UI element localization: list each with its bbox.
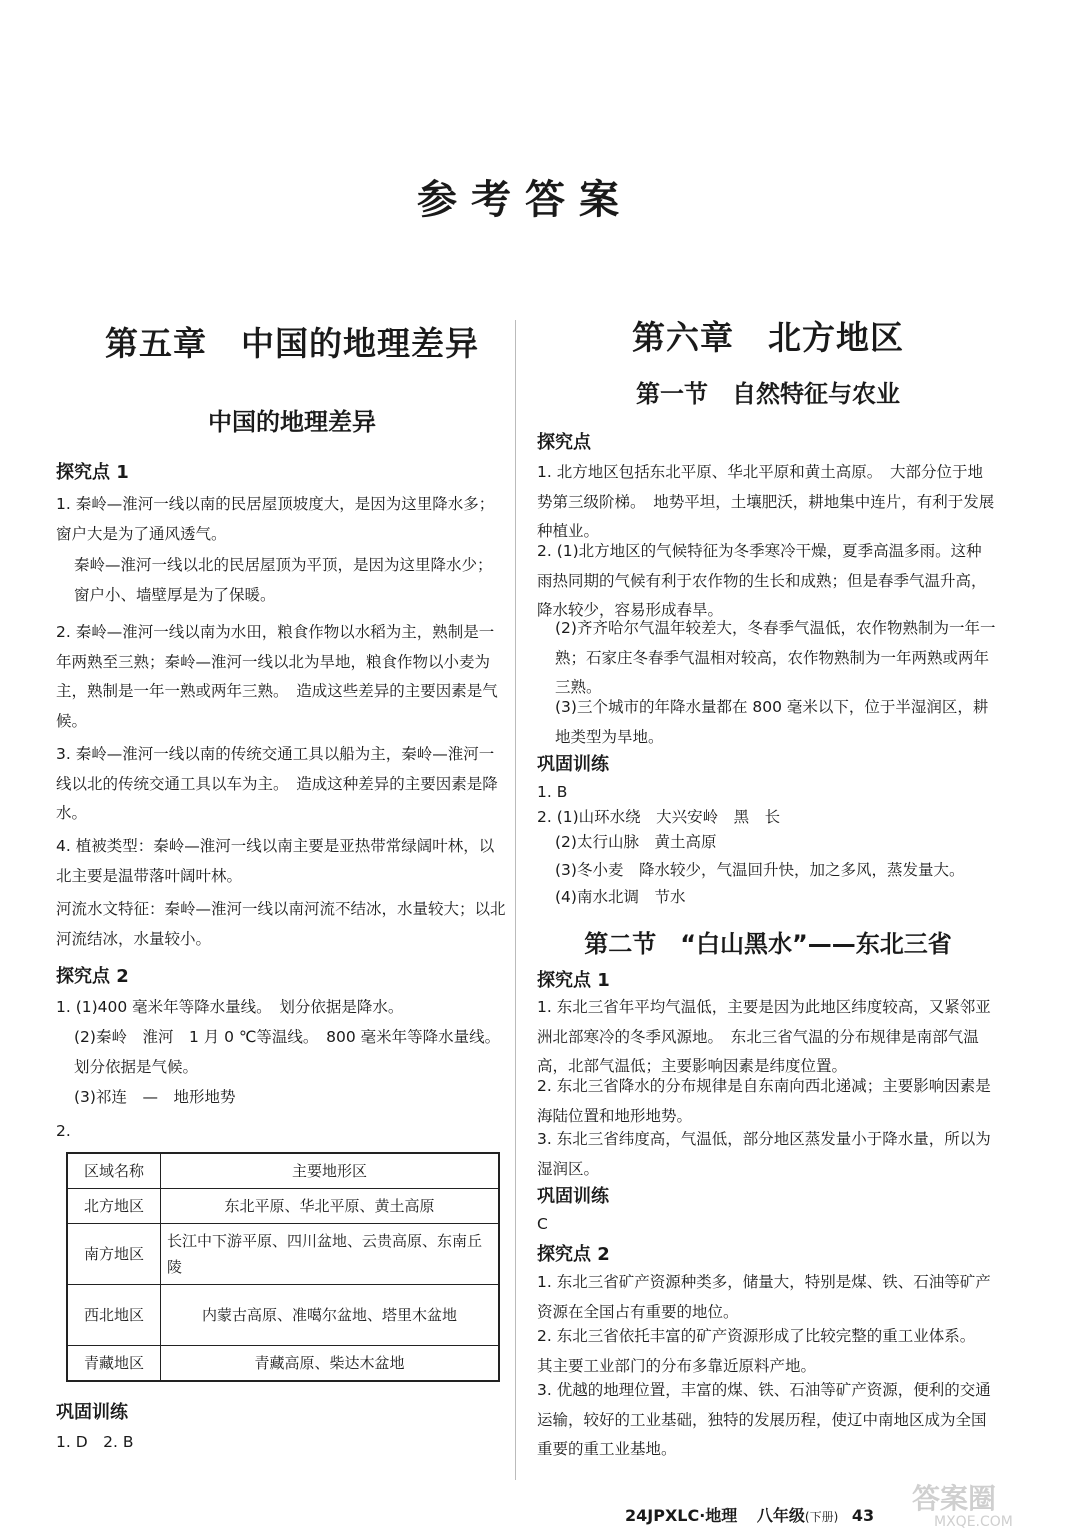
answer-para: 2. 秦岭—淮河一线以南为水田，粮食作物以水稻为主，熟制是一年两熟至三熟；秦岭—淮河一线以北为旱地，粮食作物以小麦为主，熟制是一年一熟或两年三熟。 造成这些差异的主要因素是气候。 <box>56 623 498 730</box>
table-header-cell: 区域名称 <box>67 1153 161 1189</box>
answer-para: 1. B <box>537 783 568 801</box>
answer-para: 1. 秦岭—淮河一线以南的民居屋顶坡度大，是因为这里降水多；窗户大是为了通风透气。 <box>56 495 495 543</box>
page-footer <box>625 1503 874 1526</box>
answer-para: 1. (1)400 毫米年等降水量线。 划分依据是降水。 <box>56 998 404 1016</box>
answer-para: 2. (1)北方地区的气候特征为冬季寒冷干燥，夏季高温多雨。这种雨热同期的气候有利于农作物的生长和成熟；但是春季气温升高，降水较少，容易形成春旱。 <box>537 542 987 619</box>
answer-para: (4)南水北调 节水 <box>555 888 686 906</box>
answer-para: 1. D 2. B <box>56 1433 134 1451</box>
practice-heading: 巩固训练 <box>56 1402 128 1423</box>
answer-para: 河流水文特征：秦岭—淮河一线以南河流不结冰，水量较大；以北河流结冰，水量较小。 <box>56 900 506 948</box>
watermark-brand: 答案圈 <box>912 1482 997 1515</box>
inquiry-heading-1: 探究点 1 <box>537 970 610 991</box>
answer-para: C <box>537 1215 548 1233</box>
inquiry-heading-2: 探究点 2 <box>56 966 129 987</box>
table-row <box>67 1285 499 1346</box>
chapter-5-title: 第五章 中国的地理差异 <box>105 324 479 363</box>
table-cell: 北方地区 <box>67 1189 161 1224</box>
answer-para: (3)三个城市的年降水量都在 800 毫米以下，位于半湿润区，耕地类型为旱地。 <box>555 698 989 746</box>
page-number: 43 <box>851 1506 875 1525</box>
answer-para: 3. 优越的地理位置，丰富的煤、铁、石油等矿产资源，便利的交通运输，较好的工业基础，独特的发展历程，使辽中南地区成为全国重要的重工业基地。 <box>537 1381 991 1458</box>
answer-para: 1. 东北三省年平均气温低，主要是因为此地区纬度较高，又紧邻亚洲北部寒冷的冬季风源地。 东北三省气温的分布规律是南部气温高，北部气温低；主要影响因素是纬度位置。 <box>537 998 991 1075</box>
regions-table <box>66 1152 500 1382</box>
table-row <box>67 1346 499 1382</box>
term-label: (下册) <box>804 1510 839 1524</box>
answer-para: 秦岭—淮河一线以北的民居屋顶为平顶，是因为这里降水少；窗户小、墙壁厚是为了保暖。 <box>74 556 493 604</box>
table-row <box>67 1189 499 1224</box>
book-code: 24JPXLC·地理 <box>625 1506 738 1525</box>
inquiry-heading-2: 探究点 2 <box>537 1244 610 1265</box>
column-divider <box>515 320 516 1480</box>
table-cell: 长江中下游平原、四川盆地、云贵高原、东南丘陵 <box>161 1224 500 1285</box>
watermark-logo <box>906 1478 1056 1530</box>
table-cell: 西北地区 <box>67 1285 161 1346</box>
table-cell: 东北平原、华北平原、黄土高原 <box>161 1189 500 1224</box>
table-cell: 青藏地区 <box>67 1346 161 1382</box>
table-cell: 南方地区 <box>67 1224 161 1285</box>
section-2-title: 第二节 “白山黑水”——东北三省 <box>584 930 952 958</box>
answer-para: (2)太行山脉 黄土高原 <box>555 833 717 851</box>
answer-para: (2)齐齐哈尔气温年较差大，冬春季气温低，农作物熟制为一年一熟；石家庄冬春季气温相对较高，农作物熟制为一年两熟或两年三熟。 <box>555 619 996 696</box>
answer-para: (2)秦岭 淮河 1 月 0 ℃等温线。 800 毫米年等降水量线。 划分依据是气候。 <box>74 1028 508 1076</box>
table-cell: 内蒙古高原、准噶尔盆地、塔里木盆地 <box>161 1285 500 1346</box>
table-header-row <box>67 1153 499 1189</box>
table-row <box>67 1224 499 1285</box>
answer-para: 2. <box>56 1122 71 1140</box>
grade-label: 八年级 <box>756 1506 805 1525</box>
section-1-title: 第一节 自然特征与农业 <box>636 380 900 408</box>
practice-heading: 巩固训练 <box>537 1186 609 1207</box>
table-cell: 青藏高原、柴达木盆地 <box>161 1346 500 1382</box>
inquiry-heading: 探究点 <box>537 432 591 453</box>
answer-para: 1. 东北三省矿产资源种类多，储量大，特别是煤、铁、石油等矿产资源在全国占有重要的地位。 <box>537 1273 991 1321</box>
chapter-6-title: 第六章 北方地区 <box>632 318 904 357</box>
page-title: 参考答案 <box>417 177 633 223</box>
answer-para: 4. 植被类型：秦岭—淮河一线以南主要是亚热带常绿阔叶林，以北主要是温带落叶阔叶林。 <box>56 837 495 885</box>
practice-heading: 巩固训练 <box>537 754 609 775</box>
answer-para: 2. 东北三省降水的分布规律是自东南向西北递减；主要影响因素是海陆位置和地形地势。 <box>537 1077 991 1125</box>
answer-para: 2. (1)山环水绕 大兴安岭 黑 长 <box>537 808 781 826</box>
table-header-cell: 主要地形区 <box>161 1153 500 1189</box>
answer-para: (3)冬小麦 降水较少，气温回升快，加之多风，蒸发量大。 <box>555 861 965 879</box>
answer-para: 3. 秦岭—淮河一线以南的传统交通工具以船为主，秦岭—淮河一线以北的传统交通工具以车为主。 造成这种差异的主要因素是降水。 <box>56 745 498 822</box>
answer-para: 3. 东北三省纬度高，气温低，部分地区蒸发量小于降水量，所以为湿润区。 <box>537 1130 991 1178</box>
watermark-url: MXQE.COM <box>934 1514 1013 1530</box>
answer-para: (3)祁连 — 地形地势 <box>74 1088 236 1106</box>
answer-para: 2. 东北三省依托丰富的矿产资源形成了比较完整的重工业体系。 其主要工业部门的分布多靠近原料产地。 <box>537 1327 983 1375</box>
section-title: 中国的地理差异 <box>208 408 376 436</box>
inquiry-heading-1: 探究点 1 <box>56 462 129 483</box>
answer-para: 1. 北方地区包括东北平原、华北平原和黄土高原。 大部分位于地势第三级阶梯。 地势平坦，土壤肥沃，耕地集中连片，有利于发展种植业。 <box>537 463 995 540</box>
